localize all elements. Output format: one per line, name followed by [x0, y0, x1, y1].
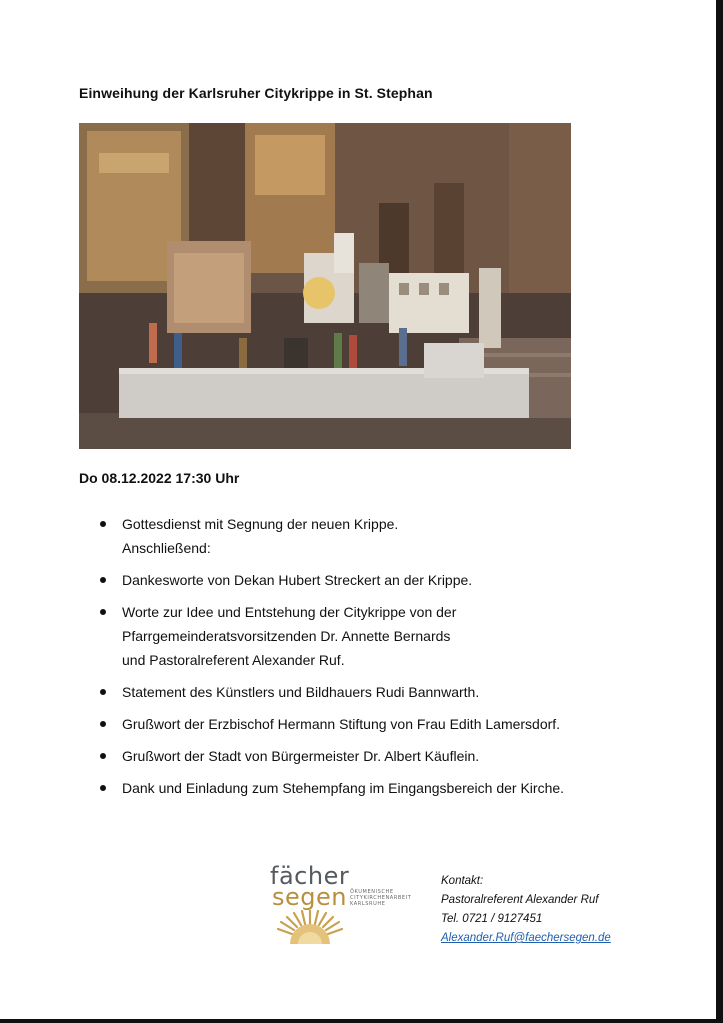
contact-heading: Kontakt:	[441, 875, 484, 887]
logo-subline: CITYKIRCHENARBEIT	[350, 895, 412, 901]
contact-email-link[interactable]: Alexander.Ruf@faechersegen.de	[441, 932, 611, 944]
program-item: Gottesdienst mit Segnung der neuen Krippe.	[100, 512, 700, 536]
sunburst-icon	[275, 910, 345, 946]
viewer-border-right	[716, 0, 723, 1023]
logo-word-faecher: fächer	[270, 862, 350, 890]
program-item-continuation: und Pastoralreferent Alexander Ruf.	[122, 652, 345, 668]
event-date-time: Do 08.12.2022 17:30 Uhr	[79, 470, 240, 486]
program-list	[100, 512, 700, 800]
contact-block	[441, 872, 611, 948]
contact-phone: Tel. 0721 / 9127451	[441, 913, 543, 925]
program-item: Dank und Einladung zum Stehempfang im Eingangsbereich der Kirche.	[100, 776, 700, 800]
program-item: Dankesworte von Dekan Hubert Streckert an der Krippe.	[100, 568, 700, 592]
program-item: Grußwort der Erzbischof Hermann Stiftung von Frau Edith Lamersdorf.	[100, 712, 700, 736]
viewer-border-bottom	[0, 1019, 723, 1023]
logo-subline: ÖKUMENISCHE	[350, 889, 394, 895]
program-item: Grußwort der Stadt von Bürgermeister Dr. Albert Käuflein.	[100, 744, 700, 768]
program-item-continuation: Pfarrgemeinderatsvorsitzenden Dr. Annette Bernards	[122, 628, 451, 644]
logo-subline: KARLSRUHE	[350, 901, 386, 907]
program-item: Worte zur Idee und Entstehung der Citykrippe von der	[100, 600, 700, 624]
faechersegen-logo	[270, 862, 430, 952]
nativity-scene-photo	[79, 123, 571, 449]
program-item: Statement des Künstlers und Bildhauers Rudi Bannwarth.	[100, 680, 700, 704]
logo-word-segen: segen	[272, 883, 347, 911]
document-title: Einweihung der Karlsruher Citykrippe in St. Stephan	[79, 85, 433, 101]
program-item-continuation: Anschließend:	[122, 540, 211, 556]
contact-name: Pastoralreferent Alexander Ruf	[441, 894, 599, 906]
